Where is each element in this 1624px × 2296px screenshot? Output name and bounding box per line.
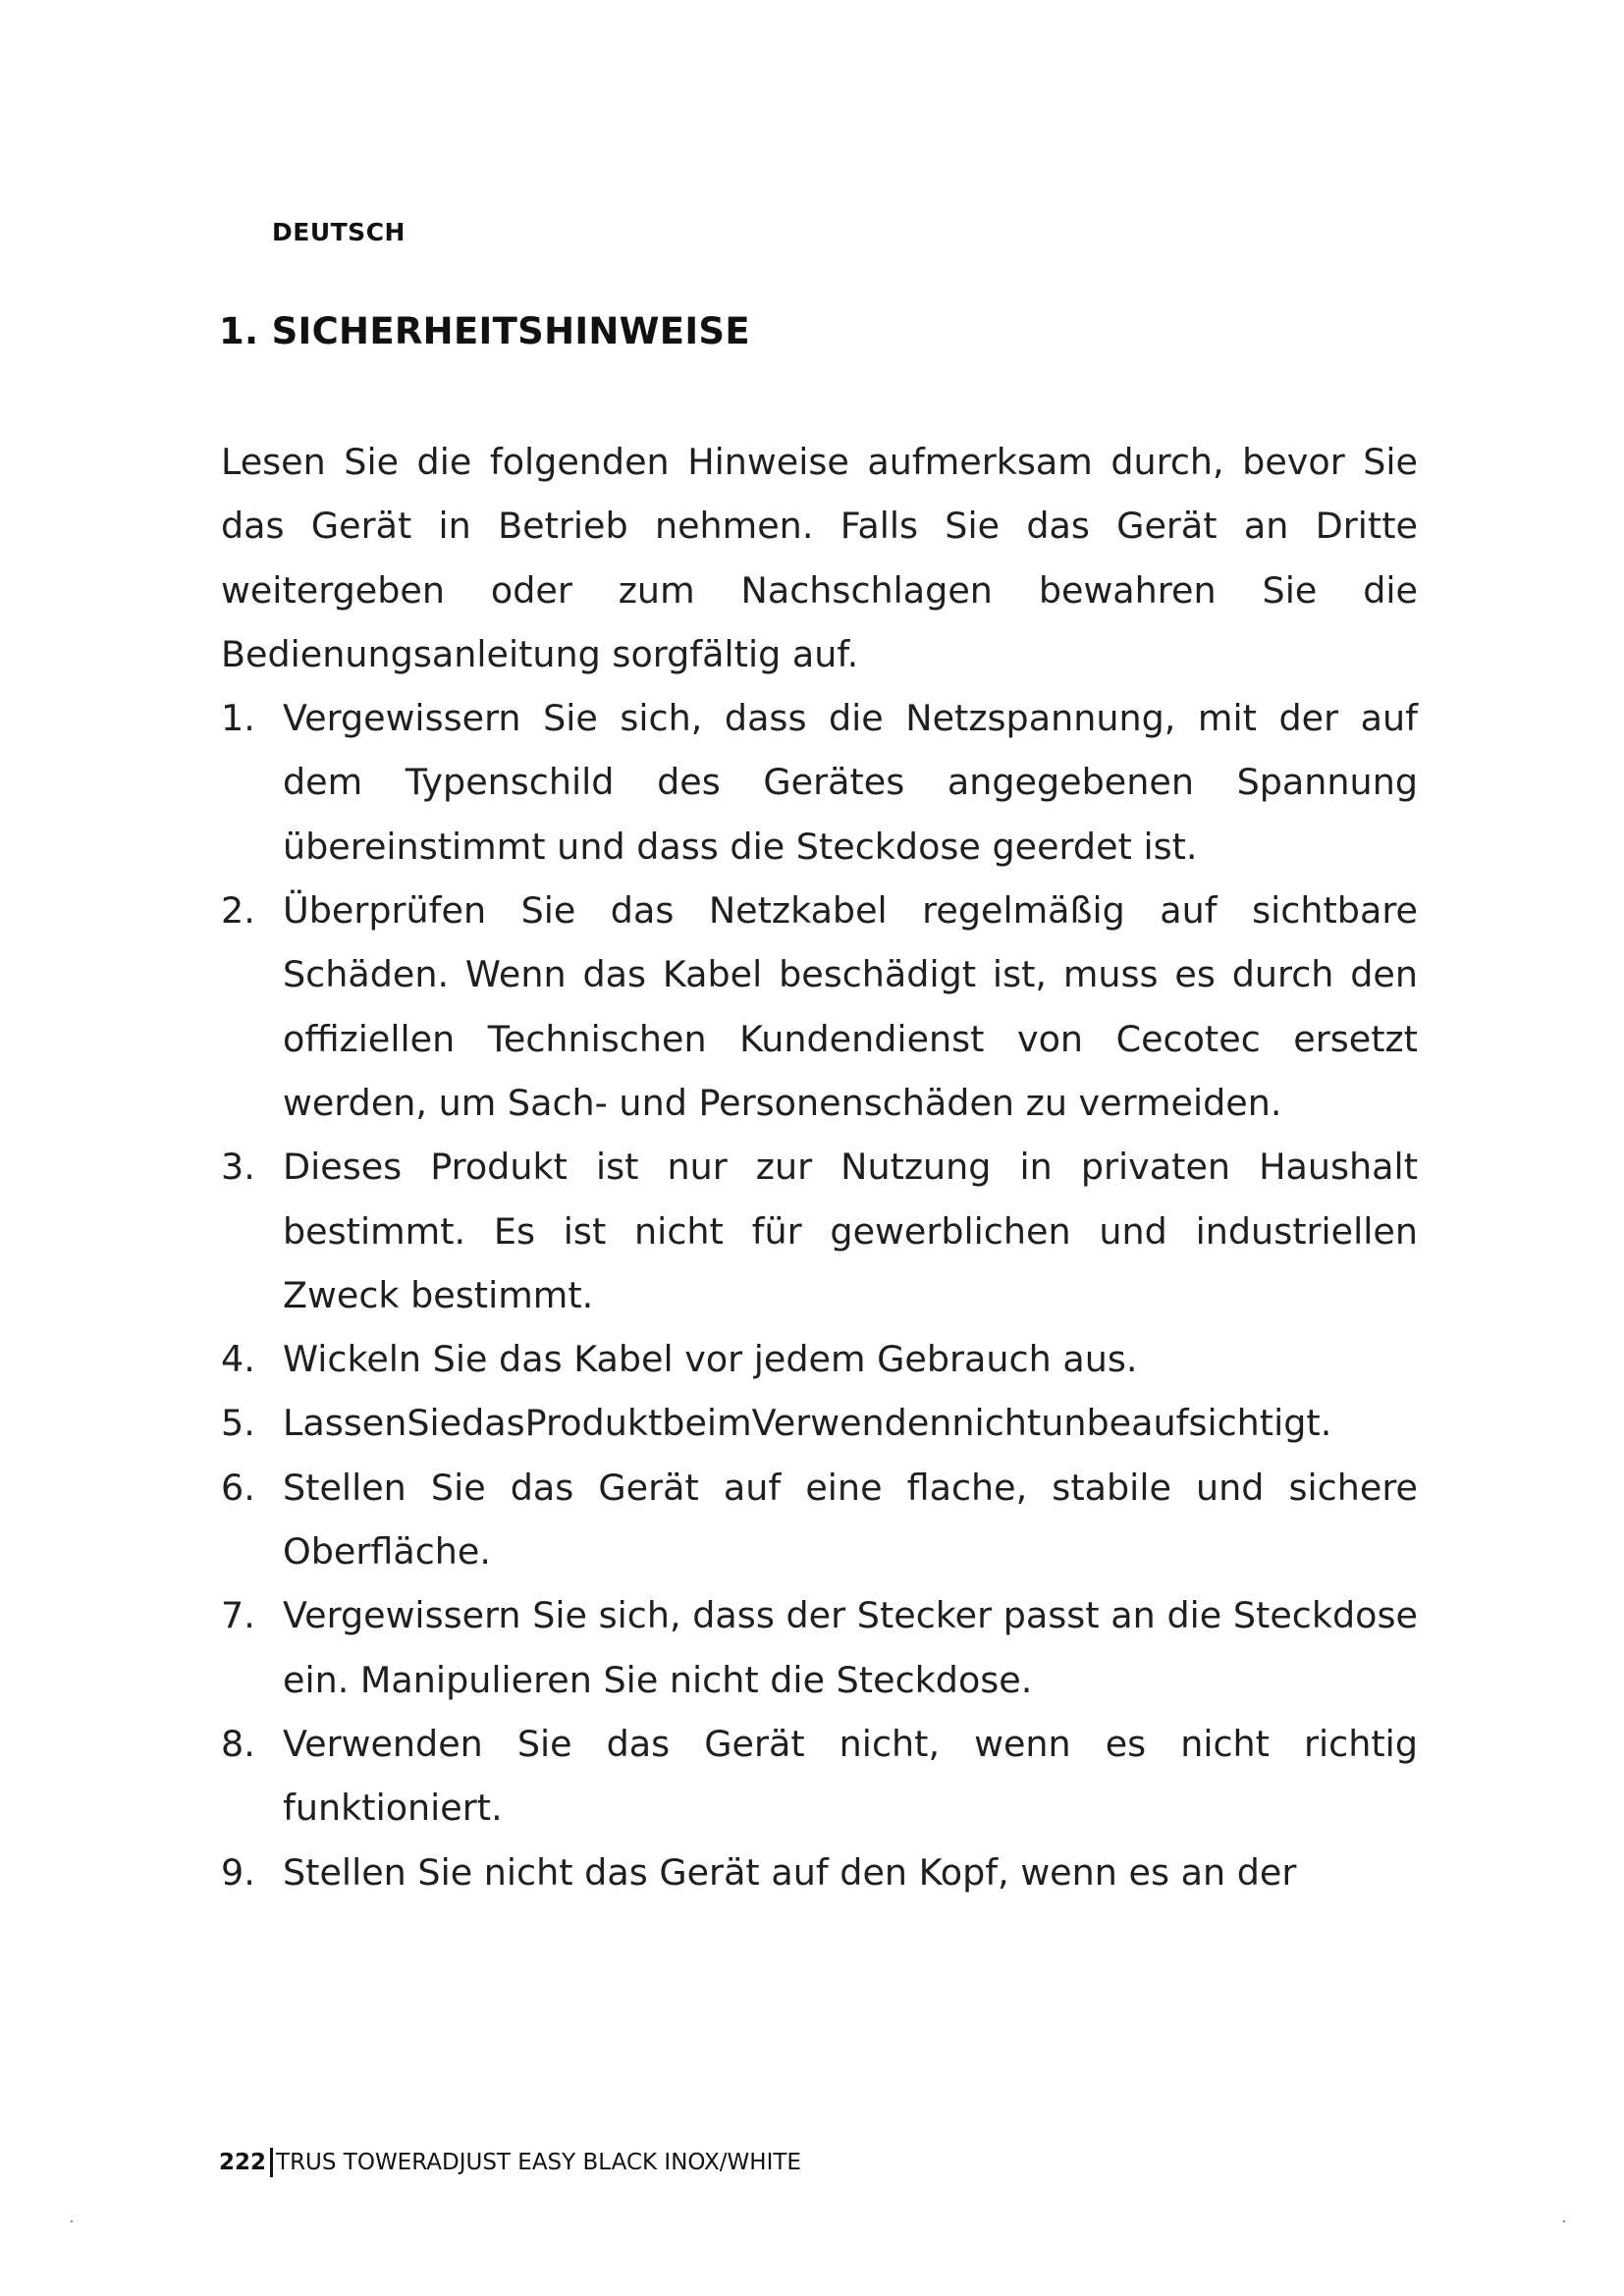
list-item xyxy=(221,1327,1418,1391)
list-item xyxy=(221,1391,1418,1455)
item-text: Überprüfen Sie das Netzkabel regelmäßig auf sichtbare Schäden. Wenn das Kabel beschädigt ist, muss es durch den offiziellen Technischen Kundendienst von Cecotec ersetzt werden, um Sach- und Personenschäden zu vermeiden. xyxy=(283,889,1418,1124)
item-number: 4. xyxy=(221,1338,255,1381)
item-text: Dieses Produkt ist nur zur Nutzung in privaten Haushalt bestimmt. Es ist nicht für gewerblichen und industriellen Zweck bestimmt. xyxy=(283,1146,1418,1316)
list-item xyxy=(221,686,1418,879)
item-number: 6. xyxy=(221,1466,255,1509)
item-number: 9. xyxy=(221,1850,255,1894)
page-number: 222 xyxy=(219,2150,267,2175)
language-label: DEUTSCH xyxy=(272,218,406,246)
intro-paragraph: Lesen Sie die folgenden Hinweise aufmerksam durch, bevor Sie das Gerät in Betrieb nehmen. Falls Sie das Gerät an Dritte weitergeben oder zum Nachschlagen bewahren Sie die Bedienungsanleitung sorgfältig auf. xyxy=(221,441,1418,675)
list-item xyxy=(221,1583,1418,1712)
item-number: 8. xyxy=(221,1722,255,1765)
item-text: Verwenden Sie das Gerät nicht, wenn es nicht richtig funktioniert. xyxy=(283,1722,1418,1830)
list-item xyxy=(221,1456,1418,1584)
page-footer xyxy=(219,2148,801,2177)
list-item xyxy=(221,879,1418,1135)
item-text: Stellen Sie nicht das Gerät auf den Kopf, wenn es an der xyxy=(283,1850,1297,1894)
item-number: 1. xyxy=(221,697,255,740)
safety-list xyxy=(221,686,1418,1904)
item-text: Vergewissern Sie sich, dass der Stecker passt an die Steckdose ein. Manipulieren Sie nicht die Steckdose. xyxy=(283,1594,1418,1701)
item-number: 3. xyxy=(221,1146,255,1189)
item-text: LassenSiedasProduktbeimVerwendennichtunbeaufsichtigt. xyxy=(283,1402,1332,1445)
item-text: Wickeln Sie das Kabel vor jedem Gebrauch aus. xyxy=(283,1338,1138,1381)
product-name: TRUS TOWERADJUST EASY BLACK INOX/WHITE xyxy=(276,2150,801,2175)
list-item xyxy=(221,1841,1418,1904)
footer-divider xyxy=(270,2148,273,2177)
body-content xyxy=(221,430,1418,1904)
item-text: Vergewissern Sie sich, dass die Netzspannung, mit der auf dem Typenschild des Gerätes angegebenen Spannung übereinstimmt und dass die Steckdose geerdet ist. xyxy=(283,697,1418,868)
crop-mark-right xyxy=(1563,2220,1565,2222)
item-text: Stellen Sie das Gerät auf eine flache, stabile und sichere Oberfläche. xyxy=(283,1466,1418,1574)
list-item xyxy=(221,1712,1418,1841)
list-item xyxy=(221,1135,1418,1327)
item-number: 7. xyxy=(221,1594,255,1637)
crop-mark-left xyxy=(71,2220,73,2222)
item-number: 2. xyxy=(221,889,255,933)
section-title: 1. SICHERHEITSHINWEISE xyxy=(219,310,750,352)
item-number: 5. xyxy=(221,1402,255,1445)
